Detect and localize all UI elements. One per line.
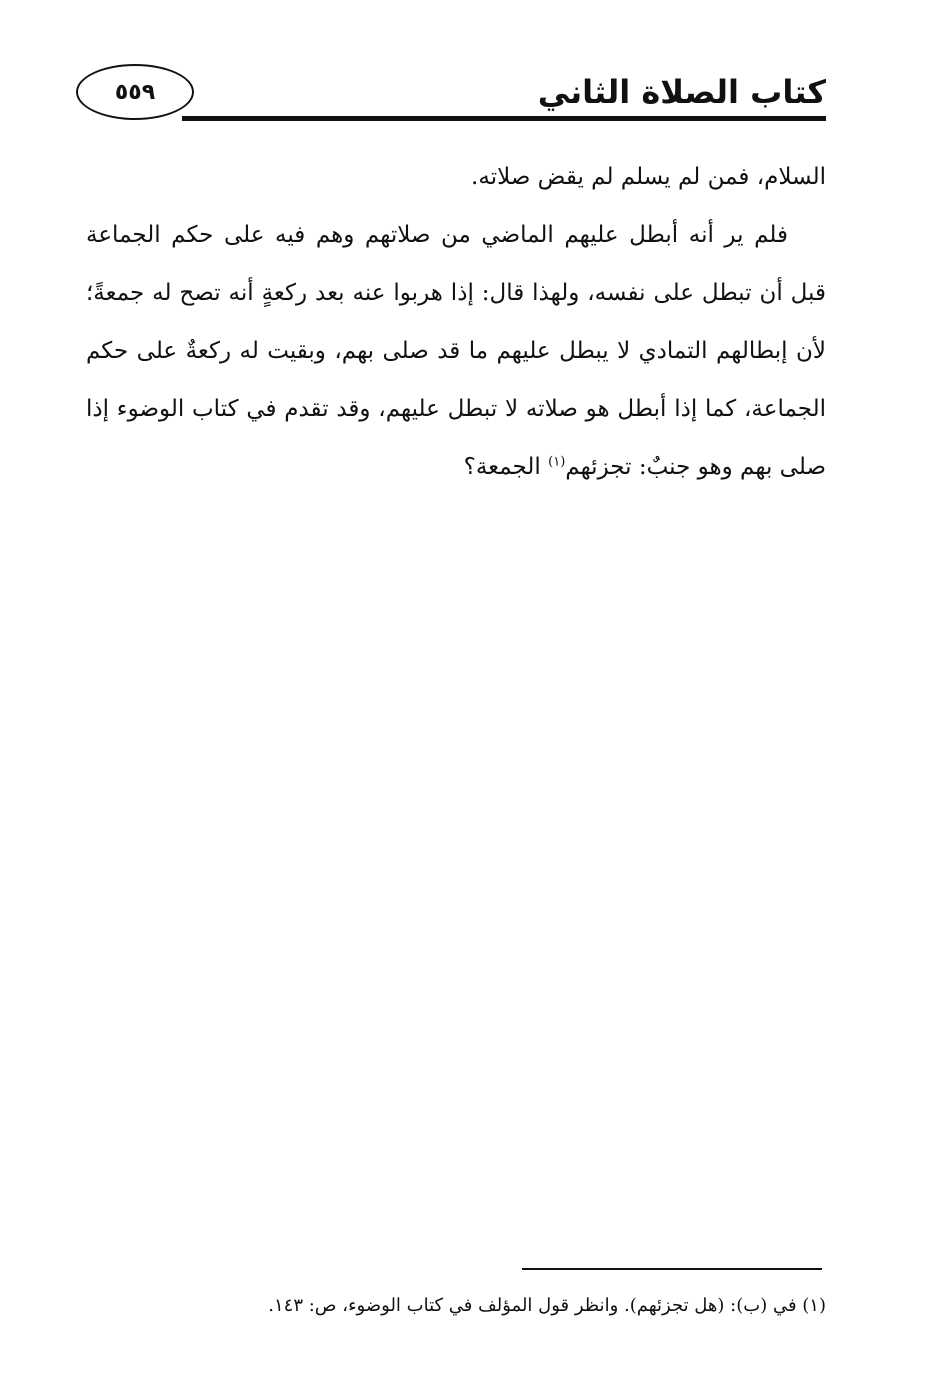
- page-number: ٥٥٩: [114, 79, 156, 105]
- header-rule: [182, 116, 826, 121]
- footnote-rule: [522, 1268, 822, 1270]
- paragraph-2: [86, 206, 826, 496]
- paragraph-1: السلام، فمن لم يسلم لم يقض صلاته.: [471, 164, 826, 190]
- main-text: [86, 148, 826, 496]
- footnote-reference[interactable]: (١): [548, 454, 566, 470]
- paragraph-2-text: فلم ير أنه أبطل عليهم الماضي من صلاتهم وهم فيه على حكم الجماعة قبل أن تبطل على نفسه، ولهذا قال: إذا هربوا عنه بعد ركعةٍ أنه تصح له جمعةً؛ لأن إبطالهم التمادي لا يبطل عليهم ما قد صلى بهم، وبقيت له ركعةٌ على حكم الجماعة، كما إذا أبطل هو صلاته لا تبطل عليهم، وقد تقدم في كتاب الوضوء إذا صلى بهم وهو جنبٌ: تجزئهم: [86, 222, 826, 480]
- page-number-badge: [76, 64, 194, 120]
- paragraph-2-tail: الجمعة؟: [463, 454, 541, 480]
- running-header-title: كتاب الصلاة الثاني: [537, 73, 826, 111]
- footnote-1: (١) في (ب): (هل تجزئهم). وانظر قول المؤلف في كتاب الوضوء، ص: ١٤٣.: [268, 1295, 826, 1316]
